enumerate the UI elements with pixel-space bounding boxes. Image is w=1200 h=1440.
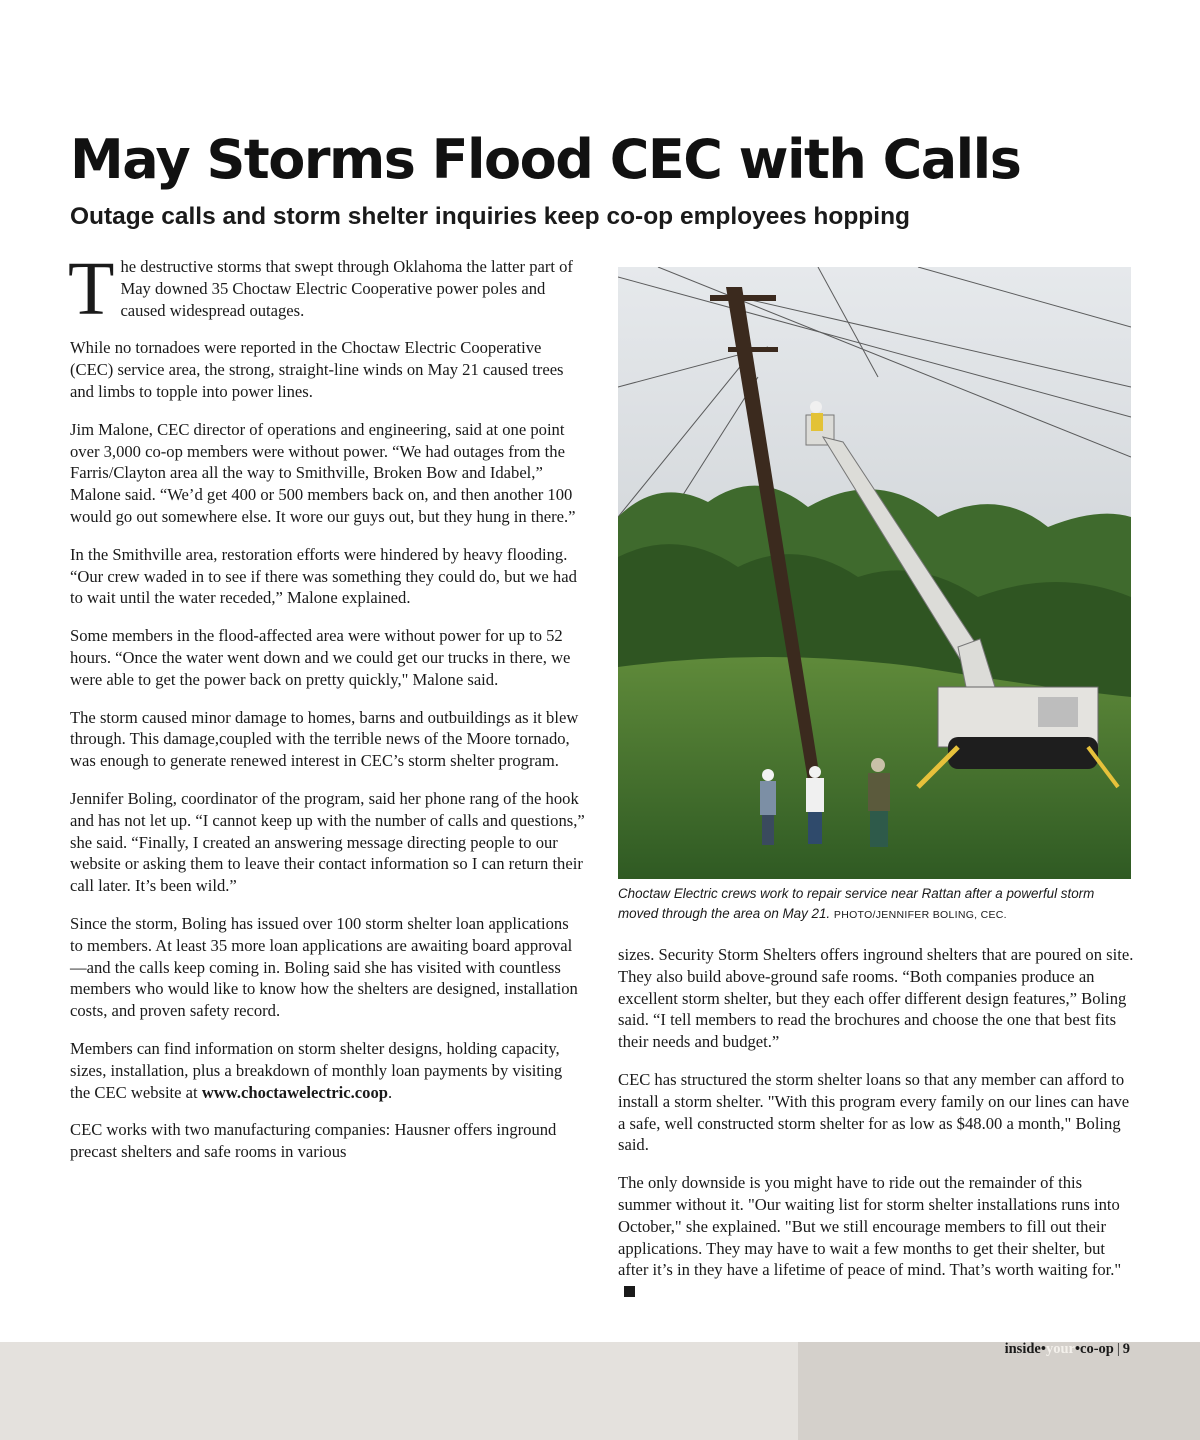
- body-paragraph: CEC works with two manufacturing companies: Hausner offers inground precast shelters and safe rooms in various: [70, 1120, 557, 1162]
- body-paragraph: Jennifer Boling, coordinator of the program, said her phone rang of the hook and has not let up. “I cannot keep up with the number of calls and questions,” she said. “Finally, I created an answering message directing people to our website or asking them to leave their contact information so I can return their call later. It’s been wild.”: [70, 788, 585, 896]
- drop-cap: T: [68, 247, 115, 331]
- final-paragraph-text: The only downside is you might have to ride out the remainder of this summer without it. "Our waiting list for storm shelter installations runs into October," she explained. "But we still encourage members to fill out their applications. They may have to wait a few months to get their shelter, but after it’s in they have a lifetime of peace of mind. That’s worth waiting for.": [618, 1173, 1122, 1280]
- folio-coop: •co-op: [1074, 1341, 1114, 1357]
- photo-illustration: [618, 267, 1131, 879]
- footer-folio: [1005, 1338, 1130, 1360]
- body-paragraph: The storm caused minor damage to homes, barns and outbuildings as it blew through. This damage,coupled with the terrible news of the Moore tornado, was enough to generate renewed interest in CEC’s storm shelter program.: [70, 707, 579, 771]
- website-paragraph-end: .: [387, 1082, 393, 1102]
- body-paragraph: Some members in the flood-affected area were without power for up to 52 hours. “Once the water went down and we could get our trucks in there, we were able to get the power back on pretty quickly," Malone said.: [70, 626, 571, 689]
- lead-text: he destructive storms that swept through Oklahoma the latter part of May downed 35 Choctaw Electric Cooperative power poles and caused widespread outages.: [120, 257, 573, 320]
- footer-tab: [798, 1342, 1200, 1440]
- website-paragraph: [70, 1038, 585, 1103]
- lineworkers-bucket-truck-photo: [618, 267, 1131, 879]
- folio-your: your: [1045, 1341, 1075, 1357]
- body-paragraph: sizes. Security Storm Shelters offers inground shelters that are poured on site. They also build above-ground safe rooms. “Both companies produce an excellent storm shelter, but they each offer different design features,” Boling said. “I tell members to read the brochures and choose the one that best fits their needs and budget.”: [618, 945, 1134, 1052]
- caption-text: Choctaw Electric crews work to repair service near Rattan after a powerful storm moved through the area on May 21.: [618, 886, 1095, 921]
- folio-separator: |: [1116, 1341, 1120, 1357]
- website-paragraph-text: Members can find information on storm shelter designs, holding capacity, sizes, installation, plus a breakdown of monthly loan payments by visiting the CEC website at: [70, 1038, 563, 1102]
- body-paragraph: CEC has structured the storm shelter loans so that any member can afford to install a storm shelter. "With this program every family on our lines can have a safe, well constructed storm shelter for as low as $48.00 a month," Boling said.: [618, 1069, 1130, 1155]
- article-headline: May Storms Flood CEC with Calls: [70, 128, 1021, 191]
- photo-credit: PHOTO/JENNIFER BOLING, CEC.: [833, 909, 1007, 921]
- page-number: 9: [1122, 1341, 1130, 1357]
- article-subheadline: Outage calls and storm shelter inquiries keep co-op employees hopping: [70, 203, 910, 230]
- body-paragraph: Jim Malone, CEC director of operations and engineering, said at one point over 3,000 co-op members were without power. “We had outages from the Farris/Clayton area all the way to Smithville, Broken Bow and Idabel,” Malone said. “We’d get 400 or 500 members back on, and then another 100 would go out somewhere else. It wore our guys out, but they hung in there.”: [70, 419, 576, 526]
- body-paragraph: In the Smithville area, restoration efforts were hindered by heavy flooding. “Our crew waded in to see if there was something they could do, but we had to wait until the water receded,” Malone explained.: [70, 544, 577, 608]
- body-paragraph: Since the storm, Boling has issued over 100 storm shelter loan applications to members. At least 35 more loan applications are awaiting board approval—and the calls keep coming in. Boling said she has visited with countless members who would like to know how the shelters are designed, installation costs, and proven safety record.: [70, 913, 578, 1021]
- end-of-article-icon: [624, 1286, 635, 1297]
- photo-caption: [618, 884, 1138, 925]
- lead-paragraph: [68, 247, 585, 331]
- final-paragraph: [618, 1172, 1138, 1303]
- article-column-right: [618, 944, 1138, 1319]
- body-paragraph: While no tornadoes were reported in the Choctaw Electric Cooperative (CEC) service area, the strong, straight-line winds on May 21 caused trees and limbs to topple into power lines.: [70, 338, 564, 401]
- website-link[interactable]: www.choctawelectric.coop: [201, 1082, 388, 1102]
- article-column-left: [68, 247, 585, 1179]
- folio-inside: inside•: [1004, 1341, 1046, 1357]
